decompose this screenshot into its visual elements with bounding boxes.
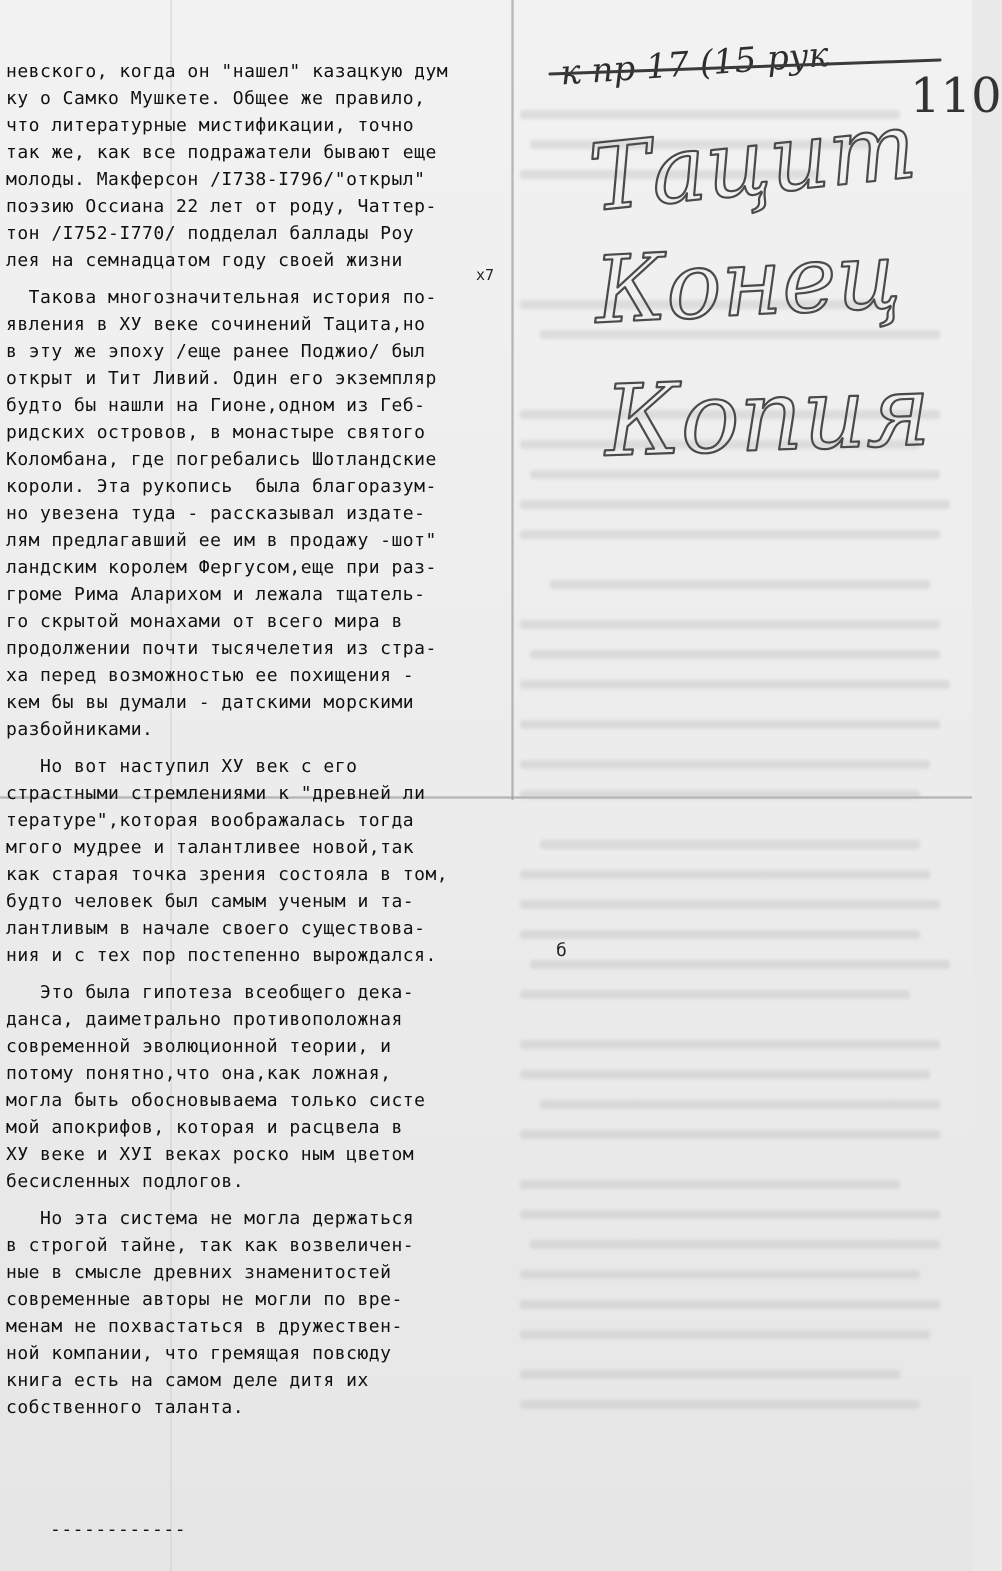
text-line: данса, даиметрально противоположная	[6, 1009, 403, 1030]
text-line: Такова многозначительная история по-	[6, 287, 437, 308]
text-line: кем бы вы думали - датскими морскими	[6, 692, 415, 713]
text-line: ку о Самко Мушкете. Общее же правило,	[6, 88, 426, 109]
text-line: продолжении почти тысячелетия из стра-	[6, 638, 437, 659]
text-line: поэзию Оссиана 22 лет от роду, Чаттер-	[6, 196, 437, 217]
text-line: открыт и Тит Ливий. Один его экземпляр	[6, 368, 437, 389]
handwritten-reference-struck: к пр 17 (15 рук	[559, 34, 831, 94]
paragraph-livy	[6, 284, 566, 743]
text-line: лея на семнадцатом году своей жизни	[6, 250, 403, 271]
handwritten-copy: Копия	[602, 354, 933, 480]
text-line: короли. Эта рукопись была благоразум-	[6, 476, 437, 497]
text-line: Это была гипотеза всеобщего дека-	[6, 982, 415, 1003]
text-line: Но вот наступил ХУ век с его	[6, 756, 358, 777]
text-line: но увезена туда - рассказывал издате-	[6, 503, 426, 524]
paragraph-continuation	[6, 58, 566, 274]
page-number: 110	[910, 68, 1002, 124]
text-line: ХУ веке и ХУI веках роско ным цветом	[6, 1144, 415, 1165]
text-line: ха перед возможностью ее похищения -	[6, 665, 415, 686]
text-line: ния и с тех пор постепенно вырождался.	[6, 945, 437, 966]
text-line: тературе",которая воображалась тогда	[6, 810, 415, 831]
text-line: как старая точка зрения состояла в том,	[6, 864, 449, 885]
text-line: разбойниками.	[6, 719, 154, 740]
text-line: в строгой тайне, так как возвеличен-	[6, 1235, 415, 1256]
text-line: будто бы нашли на Гионе,одном из Геб-	[6, 395, 426, 416]
paragraph-secrecy	[6, 1205, 566, 1421]
handwritten-end: Конец	[592, 221, 904, 345]
margin-mark: б	[556, 940, 567, 961]
text-line: Коломбана, где погребались Шотландские	[6, 449, 437, 470]
text-line: что литературные мистификации, точно	[6, 115, 415, 136]
text-line: мой апокрифов, которая и расцвела в	[6, 1117, 403, 1138]
text-line: явления в ХУ веке сочинений Тацита,но	[6, 314, 426, 335]
text-line: современной эволюционной теории, и	[6, 1036, 392, 1057]
text-line: лям предлагавший ее им в продажу -шот"	[6, 530, 437, 551]
text-line: могла быть обосновываема только систе	[6, 1090, 426, 1111]
text-line: лантливым в начале своего существова-	[6, 918, 426, 939]
text-line: ридских островов, в монастыре святого	[6, 422, 426, 443]
text-line: бесисленных подлогов.	[6, 1171, 245, 1192]
text-line: в эту же эпоху /еще ранее Поджио/ был	[6, 341, 426, 362]
text-line: Но эта система не могла держаться	[6, 1208, 415, 1229]
text-line: громе Рима Аларихом и лежала тщатель-	[6, 584, 426, 605]
text-line: ной компании, что гремящая повсюду	[6, 1343, 392, 1364]
footnote-marker: x7	[476, 266, 495, 284]
text-line: го скрытой монахами от всего мира в	[6, 611, 403, 632]
typewritten-body	[6, 58, 566, 1421]
text-line: тон /I752-I770/ подделал баллады Роу	[6, 223, 415, 244]
text-line: мгого мудрее и талантливее новой,так	[6, 837, 415, 858]
handwritten-annotations	[540, 30, 960, 490]
text-line: так же, как все подражатели бывают еще	[6, 142, 437, 163]
text-line: страстными стремлениями к "древней ли	[6, 783, 426, 804]
text-line: современные авторы не могли по вре-	[6, 1289, 403, 1310]
text-line: ные в смысле древних знаменитостей	[6, 1262, 392, 1283]
text-line: ландским королем Фергусом,еще при раз-	[6, 557, 437, 578]
text-line: будто человек был самым ученым и та-	[6, 891, 415, 912]
text-line: молоды. Макферсон /I738-I796/"открыл"	[6, 169, 426, 190]
text-line: менам не похвастаться в дружествен-	[6, 1316, 403, 1337]
text-line: невского, когда он "нашел" казацкую дум	[6, 61, 449, 82]
text-line: потому понятно,что она,как ложная,	[6, 1063, 392, 1084]
text-line: книга есть на самом деле дитя их	[6, 1370, 369, 1391]
text-line: собственного таланта.	[6, 1397, 245, 1418]
paragraph-fifteenth-century	[6, 753, 566, 969]
closing-rule: ------------	[50, 1519, 187, 1540]
paragraph-decadence	[6, 979, 566, 1195]
handwritten-tacitus: Тацит	[584, 91, 921, 233]
